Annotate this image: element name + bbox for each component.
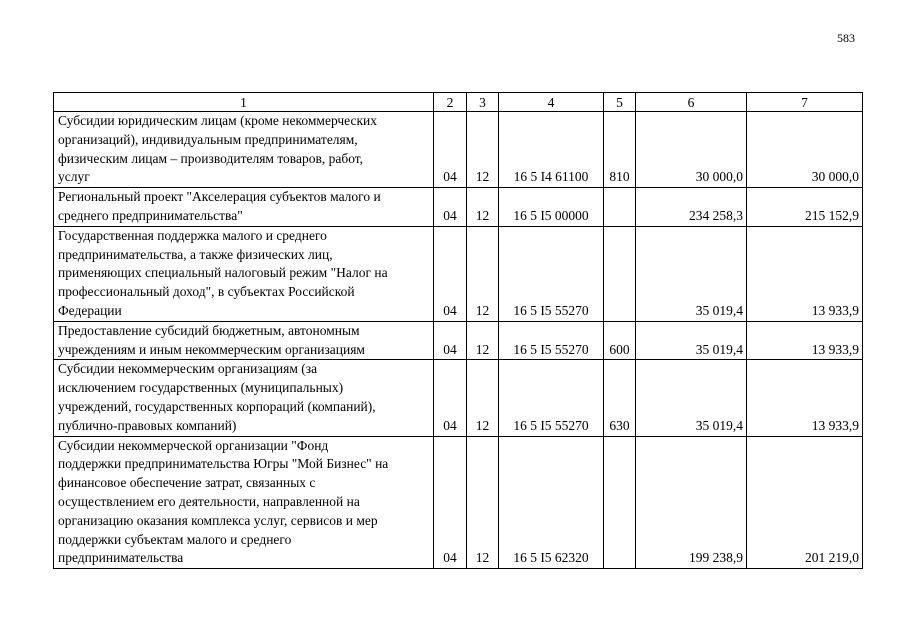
subsection-code: 12 xyxy=(467,226,499,321)
amount-col6: 35 019,4 xyxy=(636,321,747,360)
subsection-code: 12 xyxy=(467,112,499,188)
column-header: 7 xyxy=(747,93,863,112)
subsection-code: 12 xyxy=(467,188,499,227)
table-row xyxy=(54,321,863,360)
section-code: 04 xyxy=(434,188,467,227)
target-item-code: 16 5 I5 55270 xyxy=(499,321,604,360)
expense-type-code xyxy=(604,188,636,227)
expense-type-code xyxy=(604,436,636,569)
target-item-code: 16 5 I5 55270 xyxy=(499,226,604,321)
section-code: 04 xyxy=(434,360,467,436)
budget-table xyxy=(53,92,863,569)
target-item-code: 16 5 I5 55270 xyxy=(499,360,604,436)
subsection-code: 12 xyxy=(467,436,499,569)
expense-type-code: 600 xyxy=(604,321,636,360)
section-code: 04 xyxy=(434,112,467,188)
amount-col6: 35 019,4 xyxy=(636,360,747,436)
subsection-code: 12 xyxy=(467,321,499,360)
row-name: Субсидии некоммерческой организации "Фонд поддержки предпринимательства Югры "Мой Бизнес" на финансовое обеспечение затрат, связанных с осуществлением его деятельности, направленной на организацию оказания комплекса услуг, сервисов и мер поддержки субъектам малого и среднего предпринимательства xyxy=(54,436,434,569)
table-row xyxy=(54,226,863,321)
column-header: 5 xyxy=(604,93,636,112)
amount-col7: 30 000,0 xyxy=(747,112,863,188)
column-header: 2 xyxy=(434,93,467,112)
column-header: 1 xyxy=(54,93,434,112)
expense-type-code: 810 xyxy=(604,112,636,188)
amount-col6: 199 238,9 xyxy=(636,436,747,569)
row-name: Государственная поддержка малого и среднего предпринимательства, а также физических лиц, применяющих специальный налоговый режим "Налог на профессиональный доход", в субъектах Российской Федерации xyxy=(54,226,434,321)
row-name: Субсидии некоммерческим организациям (за исключением государственных (муниципальных) учреждений, государственных корпораций (компаний), публично-правовых компаний) xyxy=(54,360,434,436)
expense-type-code: 630 xyxy=(604,360,636,436)
row-name: Субсидии юридическим лицам (кроме некоммерческих организаций), индивидуальным предпринимателям, физическим лицам – производителям товаров, работ, услуг xyxy=(54,112,434,188)
target-item-code: 16 5 I5 00000 xyxy=(499,188,604,227)
target-item-code: 16 5 I5 62320 xyxy=(499,436,604,569)
subsection-code: 12 xyxy=(467,360,499,436)
column-header: 3 xyxy=(467,93,499,112)
row-name: Региональный проект "Акселерация субъектов малого и среднего предпринимательства" xyxy=(54,188,434,227)
row-name: Предоставление субсидий бюджетным, автономным учреждениям и иным некоммерческим организациям xyxy=(54,321,434,360)
table-row xyxy=(54,360,863,436)
page-number: 583 xyxy=(837,31,855,45)
amount-col6: 35 019,4 xyxy=(636,226,747,321)
table-row xyxy=(54,188,863,227)
amount-col6: 234 258,3 xyxy=(636,188,747,227)
amount-col7: 13 933,9 xyxy=(747,226,863,321)
amount-col6: 30 000,0 xyxy=(636,112,747,188)
table-row xyxy=(54,436,863,569)
amount-col7: 13 933,9 xyxy=(747,360,863,436)
amount-col7: 215 152,9 xyxy=(747,188,863,227)
amount-col7: 13 933,9 xyxy=(747,321,863,360)
table-row xyxy=(54,112,863,188)
column-header: 4 xyxy=(499,93,604,112)
expense-type-code xyxy=(604,226,636,321)
amount-col7: 201 219,0 xyxy=(747,436,863,569)
section-code: 04 xyxy=(434,321,467,360)
column-header: 6 xyxy=(636,93,747,112)
target-item-code: 16 5 I4 61100 xyxy=(499,112,604,188)
section-code: 04 xyxy=(434,436,467,569)
section-code: 04 xyxy=(434,226,467,321)
table-header-row xyxy=(54,93,863,112)
